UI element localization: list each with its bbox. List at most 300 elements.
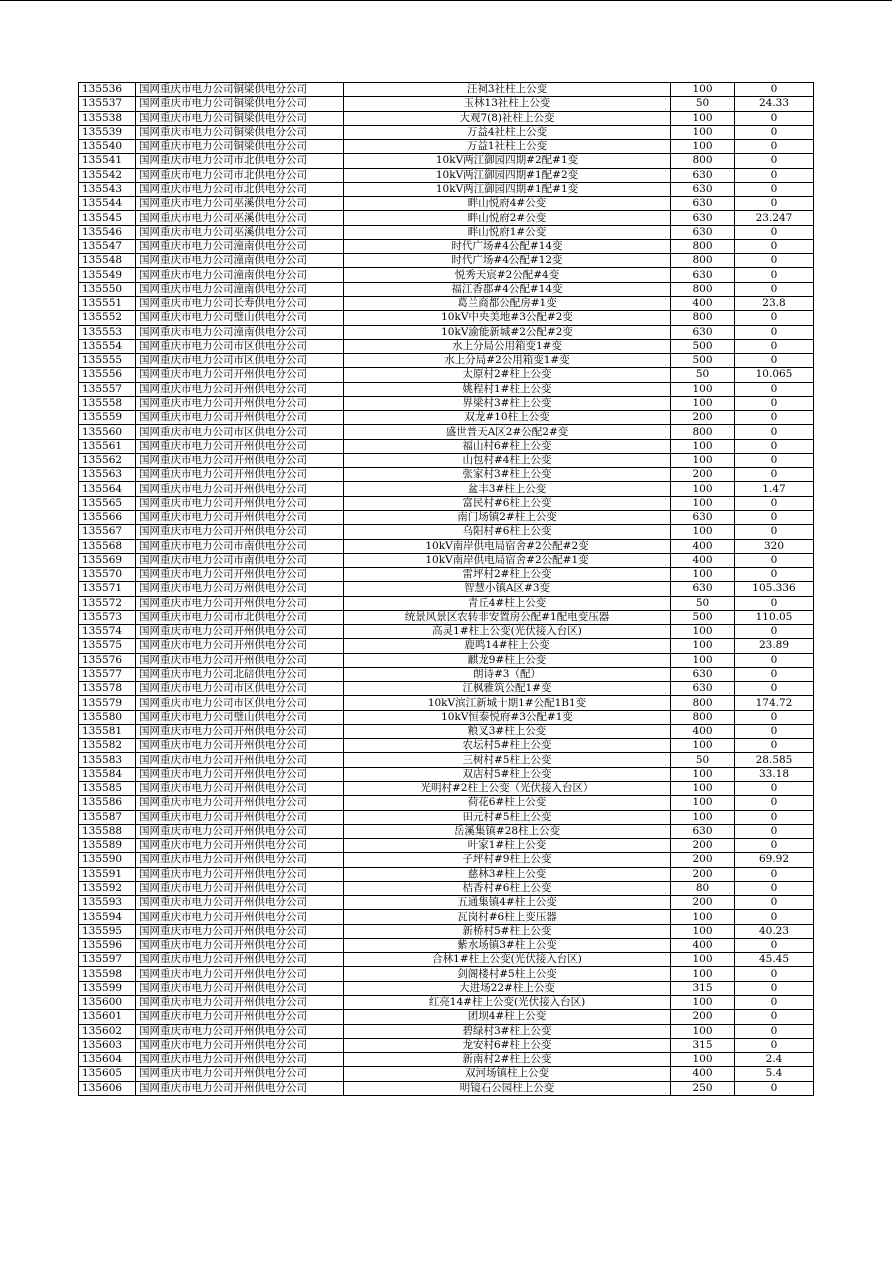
cell-company: 国网重庆市电力公司开州供电分公司 bbox=[136, 953, 344, 967]
table-row bbox=[79, 610, 814, 624]
cell-capacity: 400 bbox=[671, 296, 735, 310]
cell-id: 135566 bbox=[79, 510, 136, 524]
table-row bbox=[79, 753, 814, 767]
cell-company: 国网重庆市电力公司潼南供电分公司 bbox=[136, 282, 344, 296]
cell-id: 135579 bbox=[79, 696, 136, 710]
cell-company: 国网重庆市电力公司巫溪供电分公司 bbox=[136, 211, 344, 225]
cell-transformer-name: 大进场22#柱上公变 bbox=[344, 981, 671, 995]
cell-capacity: 630 bbox=[671, 667, 735, 681]
table-row bbox=[79, 839, 814, 853]
cell-id: 135562 bbox=[79, 453, 136, 467]
table-row bbox=[79, 953, 814, 967]
cell-id: 135563 bbox=[79, 468, 136, 482]
cell-company: 国网重庆市电力公司开州供电分公司 bbox=[136, 981, 344, 995]
cell-capacity: 800 bbox=[671, 425, 735, 439]
cell-transformer-name: 瓦岗村#6柱上变压器 bbox=[344, 910, 671, 924]
cell-company: 国网重庆市电力公司璧山供电分公司 bbox=[136, 311, 344, 325]
cell-company: 国网重庆市电力公司潼南供电分公司 bbox=[136, 325, 344, 339]
cell-transformer-name: 10kV两江御园四期#1配#1变 bbox=[344, 182, 671, 196]
cell-company: 国网重庆市电力公司开州供电分公司 bbox=[136, 468, 344, 482]
cell-transformer-name: 新桥村5#柱上公变 bbox=[344, 924, 671, 938]
cell-id: 135603 bbox=[79, 1038, 136, 1052]
cell-company: 国网重庆市电力公司市南供电分公司 bbox=[136, 553, 344, 567]
cell-company: 国网重庆市电力公司开州供电分公司 bbox=[136, 368, 344, 382]
table-row bbox=[79, 938, 814, 952]
cell-company: 国网重庆市电力公司开州供电分公司 bbox=[136, 411, 344, 425]
cell-value: 0 bbox=[735, 453, 814, 467]
cell-value: 0 bbox=[735, 553, 814, 567]
cell-id: 135583 bbox=[79, 753, 136, 767]
cell-company: 国网重庆市电力公司开州供电分公司 bbox=[136, 767, 344, 781]
cell-value: 0 bbox=[735, 425, 814, 439]
cell-id: 135571 bbox=[79, 582, 136, 596]
table-row bbox=[79, 710, 814, 724]
cell-value: 0 bbox=[735, 938, 814, 952]
table-row bbox=[79, 653, 814, 667]
cell-capacity: 630 bbox=[671, 168, 735, 182]
cell-capacity: 100 bbox=[671, 83, 735, 97]
cell-transformer-name: 葛兰商都公配房#1变 bbox=[344, 296, 671, 310]
cell-company: 国网重庆市电力公司铜梁供电分公司 bbox=[136, 111, 344, 125]
cell-transformer-name: 福山村6#柱上公变 bbox=[344, 439, 671, 453]
cell-capacity: 630 bbox=[671, 197, 735, 211]
table-row bbox=[79, 853, 814, 867]
cell-id: 135549 bbox=[79, 268, 136, 282]
cell-transformer-name: 碧绿村3#柱上公变 bbox=[344, 1024, 671, 1038]
cell-capacity: 250 bbox=[671, 1081, 735, 1095]
cell-transformer-name: 富民村#6柱上公变 bbox=[344, 496, 671, 510]
cell-id: 135588 bbox=[79, 824, 136, 838]
cell-value: 110.05 bbox=[735, 610, 814, 624]
table-row bbox=[79, 568, 814, 582]
cell-value: 0 bbox=[735, 710, 814, 724]
cell-id: 135551 bbox=[79, 296, 136, 310]
cell-company: 国网重庆市电力公司市区供电分公司 bbox=[136, 696, 344, 710]
cell-company: 国网重庆市电力公司巫溪供电分公司 bbox=[136, 197, 344, 211]
cell-company: 国网重庆市电力公司开州供电分公司 bbox=[136, 439, 344, 453]
cell-transformer-name: 荷花6#柱上公变 bbox=[344, 796, 671, 810]
table-row bbox=[79, 354, 814, 368]
cell-value: 0 bbox=[735, 125, 814, 139]
cell-id: 135573 bbox=[79, 610, 136, 624]
cell-value: 0 bbox=[735, 225, 814, 239]
cell-id: 135596 bbox=[79, 938, 136, 952]
table-row bbox=[79, 182, 814, 196]
cell-capacity: 500 bbox=[671, 339, 735, 353]
cell-transformer-name: 玉林13社柱上公变 bbox=[344, 97, 671, 111]
cell-value: 0 bbox=[735, 1024, 814, 1038]
cell-id: 135557 bbox=[79, 382, 136, 396]
table-row bbox=[79, 553, 814, 567]
cell-value: 0 bbox=[735, 439, 814, 453]
cell-company: 国网重庆市电力公司北碚供电分公司 bbox=[136, 667, 344, 681]
cell-value: 0 bbox=[735, 396, 814, 410]
table-row bbox=[79, 782, 814, 796]
cell-capacity: 400 bbox=[671, 938, 735, 952]
cell-transformer-name: 青丘4#柱上公变 bbox=[344, 596, 671, 610]
cell-value: 174.72 bbox=[735, 696, 814, 710]
table-row bbox=[79, 682, 814, 696]
cell-transformer-name: 朗诗#3（配） bbox=[344, 667, 671, 681]
table-row bbox=[79, 254, 814, 268]
cell-capacity: 200 bbox=[671, 411, 735, 425]
cell-id: 135541 bbox=[79, 154, 136, 168]
cell-capacity: 630 bbox=[671, 225, 735, 239]
cell-value: 0 bbox=[735, 796, 814, 810]
table-row bbox=[79, 83, 814, 97]
table-row bbox=[79, 625, 814, 639]
cell-value: 0 bbox=[735, 496, 814, 510]
cell-id: 135544 bbox=[79, 197, 136, 211]
cell-capacity: 630 bbox=[671, 510, 735, 524]
table-row bbox=[79, 125, 814, 139]
table-row bbox=[79, 767, 814, 781]
cell-id: 135556 bbox=[79, 368, 136, 382]
cell-capacity: 100 bbox=[671, 767, 735, 781]
cell-capacity: 630 bbox=[671, 211, 735, 225]
cell-id: 135537 bbox=[79, 97, 136, 111]
cell-id: 135576 bbox=[79, 653, 136, 667]
cell-capacity: 100 bbox=[671, 1053, 735, 1067]
table-row bbox=[79, 739, 814, 753]
table-row bbox=[79, 168, 814, 182]
table-row bbox=[79, 896, 814, 910]
table-row bbox=[79, 296, 814, 310]
cell-company: 国网重庆市电力公司开州供电分公司 bbox=[136, 796, 344, 810]
cell-company: 国网重庆市电力公司开州供电分公司 bbox=[136, 739, 344, 753]
cell-id: 135602 bbox=[79, 1024, 136, 1038]
table-row bbox=[79, 1081, 814, 1095]
cell-value: 0 bbox=[735, 724, 814, 738]
cell-company: 国网重庆市电力公司开州供电分公司 bbox=[136, 967, 344, 981]
table-row bbox=[79, 667, 814, 681]
cell-transformer-name: 桔香村#6柱上公变 bbox=[344, 881, 671, 895]
cell-id: 135552 bbox=[79, 311, 136, 325]
cell-transformer-name: 10kV渝能新城#2公配#2变 bbox=[344, 325, 671, 339]
cell-value: 0 bbox=[735, 568, 814, 582]
cell-company: 国网重庆市电力公司开州供电分公司 bbox=[136, 924, 344, 938]
table-row bbox=[79, 824, 814, 838]
cell-company: 国网重庆市电力公司开州供电分公司 bbox=[136, 782, 344, 796]
cell-value: 0 bbox=[735, 311, 814, 325]
cell-id: 135591 bbox=[79, 867, 136, 881]
cell-transformer-name: 子坪村#9柱上公变 bbox=[344, 853, 671, 867]
cell-company: 国网重庆市电力公司市北供电分公司 bbox=[136, 154, 344, 168]
cell-capacity: 100 bbox=[671, 1024, 735, 1038]
cell-transformer-name: 光明村#2柱上公变（光伏接入台区） bbox=[344, 782, 671, 796]
cell-value: 0 bbox=[735, 510, 814, 524]
table-row bbox=[79, 596, 814, 610]
cell-value: 0 bbox=[735, 83, 814, 97]
cell-transformer-name: 统景风景区农转非安置房公配#1配电变压器 bbox=[344, 610, 671, 624]
cell-id: 135585 bbox=[79, 782, 136, 796]
cell-company: 国网重庆市电力公司市北供电分公司 bbox=[136, 610, 344, 624]
cell-capacity: 400 bbox=[671, 724, 735, 738]
cell-transformer-name: 畔山悦府2#公变 bbox=[344, 211, 671, 225]
cell-capacity: 800 bbox=[671, 696, 735, 710]
cell-transformer-name: 团坝4#柱上公变 bbox=[344, 1010, 671, 1024]
cell-company: 国网重庆市电力公司开州供电分公司 bbox=[136, 482, 344, 496]
cell-capacity: 500 bbox=[671, 354, 735, 368]
cell-value: 2.4 bbox=[735, 1053, 814, 1067]
cell-company: 国网重庆市电力公司市区供电分公司 bbox=[136, 339, 344, 353]
cell-capacity: 400 bbox=[671, 1067, 735, 1081]
cell-company: 国网重庆市电力公司市区供电分公司 bbox=[136, 682, 344, 696]
cell-id: 135555 bbox=[79, 354, 136, 368]
cell-capacity: 100 bbox=[671, 111, 735, 125]
cell-id: 135598 bbox=[79, 967, 136, 981]
table-row bbox=[79, 453, 814, 467]
page-top-rule bbox=[0, 0, 892, 1]
cell-capacity: 80 bbox=[671, 881, 735, 895]
cell-value: 45.45 bbox=[735, 953, 814, 967]
cell-transformer-name: 智慧小镇A区#3变 bbox=[344, 582, 671, 596]
cell-value: 0 bbox=[735, 967, 814, 981]
cell-transformer-name: 双龙#10柱上公变 bbox=[344, 411, 671, 425]
table-row bbox=[79, 111, 814, 125]
cell-id: 135590 bbox=[79, 853, 136, 867]
cell-capacity: 100 bbox=[671, 125, 735, 139]
table-row bbox=[79, 382, 814, 396]
cell-company: 国网重庆市电力公司市区供电分公司 bbox=[136, 425, 344, 439]
cell-id: 135568 bbox=[79, 539, 136, 553]
cell-transformer-name: 万益1社柱上公变 bbox=[344, 140, 671, 154]
cell-capacity: 200 bbox=[671, 867, 735, 881]
cell-transformer-name: 盆丰3#柱上公变 bbox=[344, 482, 671, 496]
cell-company: 国网重庆市电力公司开州供电分公司 bbox=[136, 568, 344, 582]
cell-capacity: 100 bbox=[671, 739, 735, 753]
cell-value: 0 bbox=[735, 154, 814, 168]
cell-transformer-name: 剑阁楼村#5柱上公变 bbox=[344, 967, 671, 981]
cell-id: 135553 bbox=[79, 325, 136, 339]
cell-value: 0 bbox=[735, 782, 814, 796]
cell-capacity: 800 bbox=[671, 254, 735, 268]
cell-capacity: 800 bbox=[671, 710, 735, 724]
cell-value: 0 bbox=[735, 867, 814, 881]
cell-id: 135572 bbox=[79, 596, 136, 610]
cell-transformer-name: 新南村2#柱上公变 bbox=[344, 1053, 671, 1067]
table-row bbox=[79, 924, 814, 938]
cell-capacity: 50 bbox=[671, 596, 735, 610]
cell-company: 国网重庆市电力公司开州供电分公司 bbox=[136, 639, 344, 653]
cell-capacity: 100 bbox=[671, 653, 735, 667]
cell-transformer-name: 田元村#5柱上公变 bbox=[344, 810, 671, 824]
table-row bbox=[79, 639, 814, 653]
table-row bbox=[79, 396, 814, 410]
table-row bbox=[79, 1053, 814, 1067]
cell-value: 0 bbox=[735, 197, 814, 211]
cell-company: 国网重庆市电力公司铜梁供电分公司 bbox=[136, 140, 344, 154]
cell-value: 0 bbox=[735, 1038, 814, 1052]
table-row bbox=[79, 582, 814, 596]
cell-id: 135580 bbox=[79, 710, 136, 724]
cell-value: 0 bbox=[735, 354, 814, 368]
cell-company: 国网重庆市电力公司长寿供电分公司 bbox=[136, 296, 344, 310]
cell-capacity: 100 bbox=[671, 625, 735, 639]
cell-company: 国网重庆市电力公司开州供电分公司 bbox=[136, 396, 344, 410]
cell-transformer-name: 龙安村6#柱上公变 bbox=[344, 1038, 671, 1052]
cell-capacity: 50 bbox=[671, 753, 735, 767]
cell-company: 国网重庆市电力公司开州供电分公司 bbox=[136, 1067, 344, 1081]
cell-value: 23.247 bbox=[735, 211, 814, 225]
cell-transformer-name: 10kV恒泰悦府#3公配#1变 bbox=[344, 710, 671, 724]
cell-id: 135539 bbox=[79, 125, 136, 139]
cell-transformer-name: 张家村3#柱上公变 bbox=[344, 468, 671, 482]
table-row bbox=[79, 154, 814, 168]
cell-value: 0 bbox=[735, 254, 814, 268]
cell-id: 135574 bbox=[79, 625, 136, 639]
cell-company: 国网重庆市电力公司开州供电分公司 bbox=[136, 625, 344, 639]
cell-id: 135542 bbox=[79, 168, 136, 182]
cell-id: 135564 bbox=[79, 482, 136, 496]
cell-value: 0 bbox=[735, 653, 814, 667]
table-row bbox=[79, 510, 814, 524]
table-row bbox=[79, 496, 814, 510]
cell-capacity: 100 bbox=[671, 496, 735, 510]
table-row bbox=[79, 325, 814, 339]
table-row bbox=[79, 910, 814, 924]
cell-capacity: 50 bbox=[671, 368, 735, 382]
cell-transformer-name: 10kV南岸供电局宿舍#2公配#1变 bbox=[344, 553, 671, 567]
cell-value: 0 bbox=[735, 325, 814, 339]
cell-transformer-name: 五通集镇4#柱上公变 bbox=[344, 896, 671, 910]
table-row bbox=[79, 696, 814, 710]
table-body bbox=[79, 83, 814, 1096]
cell-id: 135547 bbox=[79, 239, 136, 253]
cell-transformer-name: 万益4社柱上公变 bbox=[344, 125, 671, 139]
cell-company: 国网重庆市电力公司市区供电分公司 bbox=[136, 354, 344, 368]
cell-value: 0 bbox=[735, 824, 814, 838]
cell-capacity: 100 bbox=[671, 382, 735, 396]
cell-capacity: 100 bbox=[671, 782, 735, 796]
table-row bbox=[79, 525, 814, 539]
cell-company: 国网重庆市电力公司开州供电分公司 bbox=[136, 896, 344, 910]
table-row bbox=[79, 967, 814, 981]
cell-id: 135586 bbox=[79, 796, 136, 810]
cell-capacity: 630 bbox=[671, 682, 735, 696]
table-row bbox=[79, 1038, 814, 1052]
cell-capacity: 100 bbox=[671, 439, 735, 453]
table-row bbox=[79, 1024, 814, 1038]
cell-transformer-name: 水上分局#2公用箱变1#变 bbox=[344, 354, 671, 368]
cell-transformer-name: 紫水场镇3#柱上公变 bbox=[344, 938, 671, 952]
cell-value: 0 bbox=[735, 282, 814, 296]
cell-company: 国网重庆市电力公司市北供电分公司 bbox=[136, 182, 344, 196]
transformer-table bbox=[78, 82, 814, 1096]
cell-transformer-name: 粮叉3#柱上公变 bbox=[344, 724, 671, 738]
cell-capacity: 100 bbox=[671, 953, 735, 967]
cell-id: 135597 bbox=[79, 953, 136, 967]
cell-company: 国网重庆市电力公司开州供电分公司 bbox=[136, 753, 344, 767]
cell-company: 国网重庆市电力公司开州供电分公司 bbox=[136, 496, 344, 510]
cell-capacity: 200 bbox=[671, 468, 735, 482]
cell-id: 135569 bbox=[79, 553, 136, 567]
cell-value: 0 bbox=[735, 981, 814, 995]
cell-capacity: 800 bbox=[671, 311, 735, 325]
cell-capacity: 315 bbox=[671, 981, 735, 995]
table-row bbox=[79, 211, 814, 225]
cell-company: 国网重庆市电力公司开州供电分公司 bbox=[136, 510, 344, 524]
cell-transformer-name: 三树村#5柱上公变 bbox=[344, 753, 671, 767]
cell-value: 1.47 bbox=[735, 482, 814, 496]
cell-transformer-name: 10kV滨江新城十期1#公配1B1变 bbox=[344, 696, 671, 710]
cell-value: 0 bbox=[735, 239, 814, 253]
cell-capacity: 400 bbox=[671, 553, 735, 567]
table-row bbox=[79, 724, 814, 738]
cell-company: 国网重庆市电力公司开州供电分公司 bbox=[136, 881, 344, 895]
table-row bbox=[79, 425, 814, 439]
cell-id: 135600 bbox=[79, 996, 136, 1010]
cell-value: 105.336 bbox=[735, 582, 814, 596]
cell-capacity: 800 bbox=[671, 282, 735, 296]
cell-value: 0 bbox=[735, 525, 814, 539]
cell-transformer-name: 岳溪集镇#28柱上公变 bbox=[344, 824, 671, 838]
cell-capacity: 100 bbox=[671, 396, 735, 410]
cell-company: 国网重庆市电力公司开州供电分公司 bbox=[136, 1038, 344, 1052]
cell-company: 国网重庆市电力公司开州供电分公司 bbox=[136, 824, 344, 838]
cell-value: 0 bbox=[735, 140, 814, 154]
cell-capacity: 630 bbox=[671, 582, 735, 596]
cell-value: 40.23 bbox=[735, 924, 814, 938]
cell-id: 135577 bbox=[79, 667, 136, 681]
cell-value: 23.8 bbox=[735, 296, 814, 310]
cell-value: 0 bbox=[735, 111, 814, 125]
cell-transformer-name: 10kV两江御园四期#2配#1变 bbox=[344, 154, 671, 168]
cell-company: 国网重庆市电力公司开州供电分公司 bbox=[136, 382, 344, 396]
table-row bbox=[79, 339, 814, 353]
cell-transformer-name: 10kV两江御园四期#1配#2变 bbox=[344, 168, 671, 182]
cell-value: 0 bbox=[735, 596, 814, 610]
table-row bbox=[79, 996, 814, 1010]
cell-id: 135604 bbox=[79, 1053, 136, 1067]
cell-capacity: 630 bbox=[671, 824, 735, 838]
cell-id: 135594 bbox=[79, 910, 136, 924]
cell-company: 国网重庆市电力公司市北供电分公司 bbox=[136, 168, 344, 182]
cell-capacity: 100 bbox=[671, 810, 735, 824]
table-row bbox=[79, 197, 814, 211]
cell-capacity: 630 bbox=[671, 325, 735, 339]
cell-capacity: 100 bbox=[671, 453, 735, 467]
cell-capacity: 200 bbox=[671, 839, 735, 853]
cell-transformer-name: 姚程村1#柱上公变 bbox=[344, 382, 671, 396]
cell-value: 0 bbox=[735, 896, 814, 910]
table-row bbox=[79, 225, 814, 239]
cell-value: 0 bbox=[735, 1010, 814, 1024]
cell-id: 135582 bbox=[79, 739, 136, 753]
cell-transformer-name: 鹿鸣14#柱上公变 bbox=[344, 639, 671, 653]
cell-capacity: 100 bbox=[671, 639, 735, 653]
cell-transformer-name: 合林1#柱上公变(光伏接入台区) bbox=[344, 953, 671, 967]
cell-value: 0 bbox=[735, 682, 814, 696]
cell-company: 国网重庆市电力公司潼南供电分公司 bbox=[136, 268, 344, 282]
cell-transformer-name: 时代广场#4公配#12变 bbox=[344, 254, 671, 268]
cell-company: 国网重庆市电力公司万州供电分公司 bbox=[136, 582, 344, 596]
cell-id: 135581 bbox=[79, 724, 136, 738]
cell-capacity: 100 bbox=[671, 924, 735, 938]
cell-id: 135593 bbox=[79, 896, 136, 910]
table-row bbox=[79, 1010, 814, 1024]
cell-value: 0 bbox=[735, 182, 814, 196]
cell-company: 国网重庆市电力公司开州供电分公司 bbox=[136, 996, 344, 1010]
cell-id: 135560 bbox=[79, 425, 136, 439]
cell-value: 33.18 bbox=[735, 767, 814, 781]
cell-company: 国网重庆市电力公司铜梁供电分公司 bbox=[136, 97, 344, 111]
cell-transformer-name: 麒龙9#柱上公变 bbox=[344, 653, 671, 667]
cell-value: 0 bbox=[735, 910, 814, 924]
cell-capacity: 100 bbox=[671, 967, 735, 981]
cell-transformer-name: 大观7(8)社柱上公变 bbox=[344, 111, 671, 125]
cell-id: 135548 bbox=[79, 254, 136, 268]
